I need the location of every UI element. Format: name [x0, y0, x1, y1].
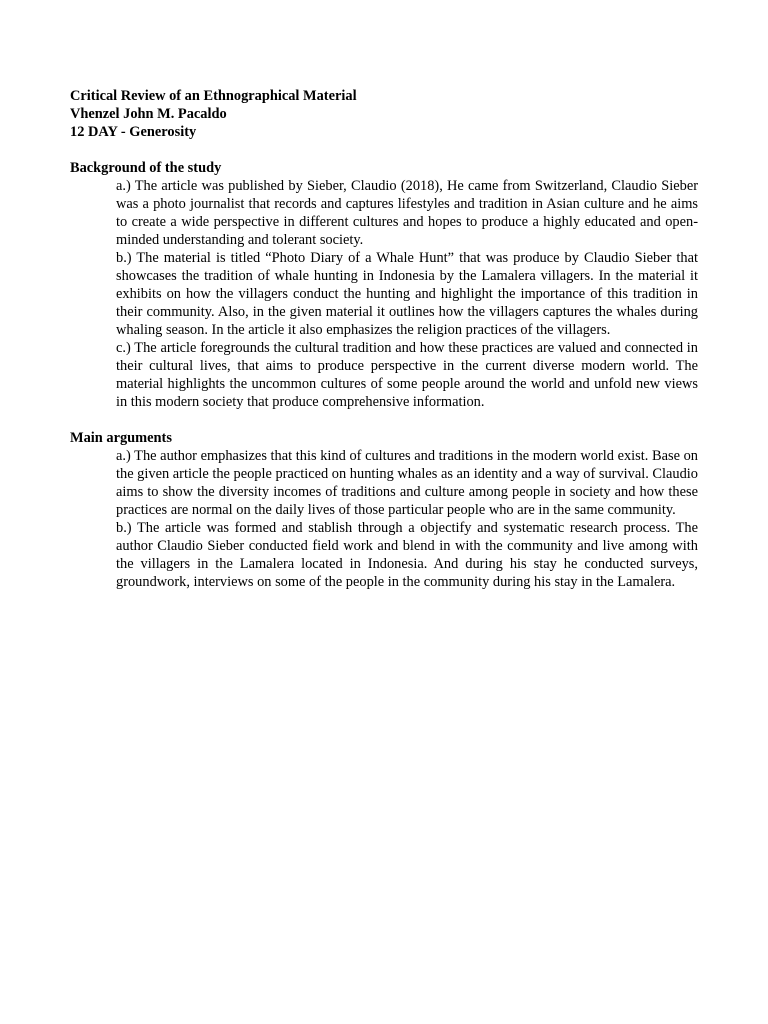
paragraph-background-a: a.) The article was published by Sieber, Claudio (2018), He came from Switzerland, Claudio Sieber was a photo journalist that records and captures lifestyles and tradition in Asian culture and he aims to create a wide perspective in different cultures and hopes to produce a highly educated and open-minded understanding and tolerant society.: [116, 178, 698, 248]
paragraph-background-c: c.) The article foregrounds the cultural tradition and how these practices are valued and connected in their cultural lives, that aims to produce perspective in the current diverse modern world. The material highlights the uncommon cultures of some people around the world and unfold new views in this modern society that produce comprehensive information.: [116, 340, 698, 410]
section-class: 12 DAY - Generosity: [70, 124, 197, 140]
section-heading-background: Background of the study: [70, 160, 222, 176]
paragraph-background-b: b.) The material is titled “Photo Diary of a Whale Hunt” that was produce by Claudio Sieber that showcases the tradition of whale hunting in Indonesia by the Lamalera villagers. In the material it exhibits on how the villagers conduct the hunting and highlight the importance of this tradition in their community. Also, in the given material it outlines how the villagers captures the whales during whaling season. In the article it also emphasizes the religion practices of the villagers.: [116, 250, 698, 338]
paragraph-main-a: a.) The author emphasizes that this kind of cultures and traditions in the modern world exist. Base on the given article the people practiced on hunting whales as an identity and a way of survival. Claudio aims to show the diversity incomes of traditions and culture among people in society and how these practices are normal on the daily lives of those particular people who are in the same community.: [116, 448, 698, 518]
document-title: Critical Review of an Ethnographical Material: [70, 88, 357, 104]
section-background: [70, 159, 698, 411]
author-name: Vhenzel John M. Pacaldo: [70, 106, 227, 122]
section-main-arguments: [70, 429, 698, 591]
document-page: [70, 87, 698, 591]
paragraph-main-b: b.) The article was formed and stablish through a objectify and systematic research process. The author Claudio Sieber conducted field work and blend in with the community and live among with the villagers in the Lamalera located in Indonesia. And during his stay he conducted surveys, groundwork, interviews on some of the people in the community during his stay in the Lamalera.: [116, 520, 698, 590]
section-heading-main-arguments: Main arguments: [70, 430, 172, 446]
